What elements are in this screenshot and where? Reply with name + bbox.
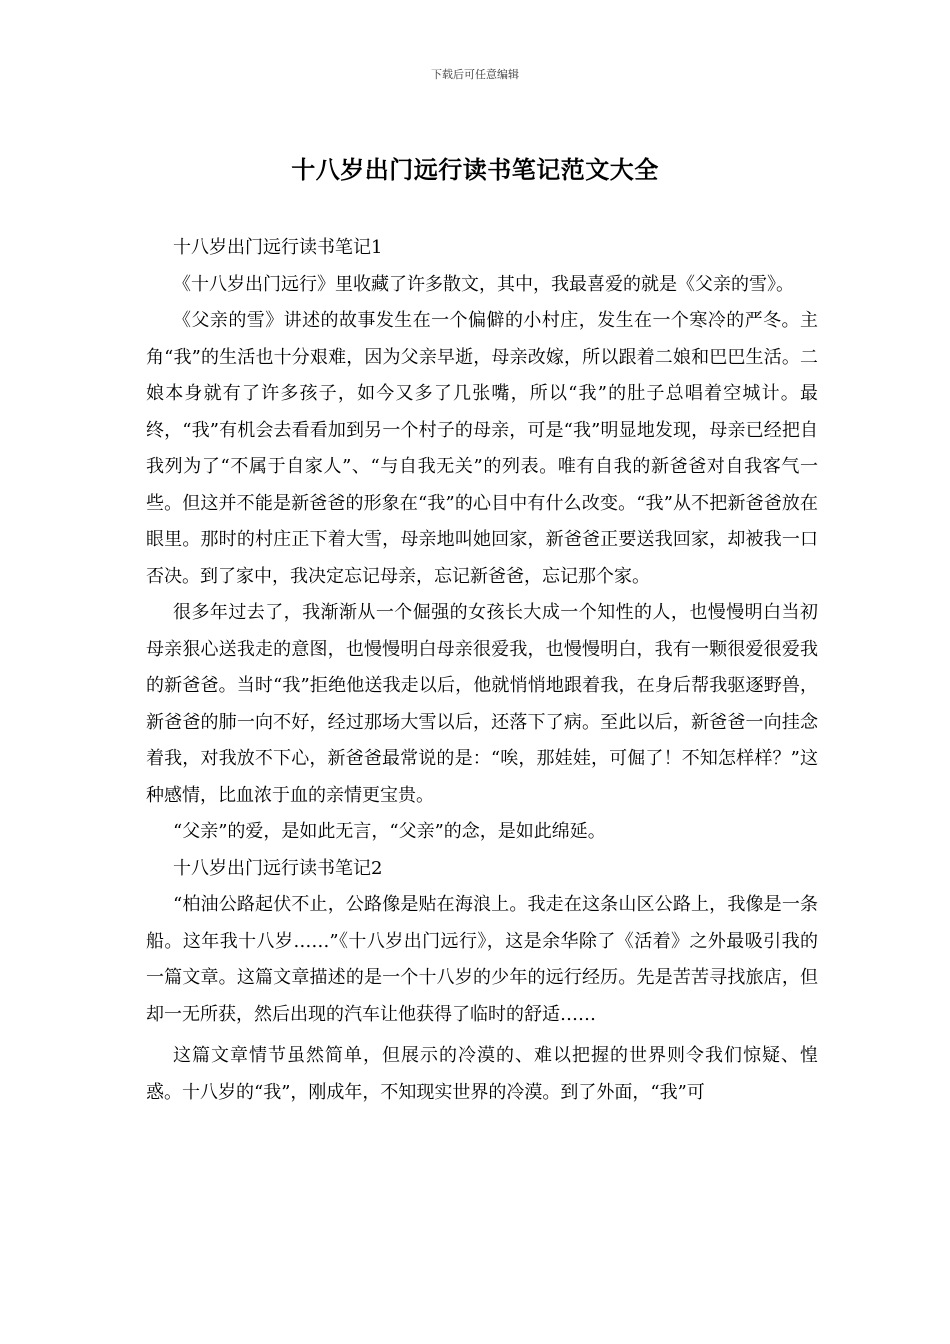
paragraph: “柏油公路起伏不止，公路像是贴在海浪上。我走在这条山区公路上，我像是一条船。这年我十八岁……”《十八岁出门远行》，这是余华除了《活着》之外最吸引我的一篇文章。这篇文章描述的是一个十八岁的少年的远行经历。先是苦苦寻找旅店，但却一无所获，然后出现的汽车让他获得了临时的舒适…… — [146, 894, 818, 1025]
section-heading: 十八岁出门远行读书笔记2 — [173, 857, 383, 879]
paragraph: “父亲”的爱，是如此无言，“父亲”的念，是如此绵延。 — [173, 821, 606, 842]
paragraph: 《十八岁出门远行》里收藏了许多散文，其中，我最喜爱的就是《父亲的雪》。 — [173, 273, 794, 295]
document-title: 十八岁出门远行读书笔记范文大全 — [291, 155, 659, 184]
header-note: 下载后可任意编辑 — [431, 68, 519, 81]
paragraph: 这篇文章情节虽然简单，但展示的冷漠的、难以把握的世界则令我们惊疑、惶惑。十八岁的“我”，刚成年，不知现实世界的冷漠。到了外面，“我”可 — [146, 1045, 818, 1103]
paragraph: 《父亲的雪》讲述的故事发生在一个偏僻的小村庄，发生在一个寒冷的严冬。主角“我”的生活也十分艰难，因为父亲早逝，母亲改嫁，所以跟着二娘和巴巴生活。二娘本身就有了许多孩子，如今又多了几张嘴，所以“我”的肚子总唱着空城计。最终，“我”有机会去看看加到另一个村子的母亲，可是“我”明显地发现，母亲已经把自我列为了“不属于自家人”、“与自我无关”的列表。唯有自我的新爸爸对自我客气一些。但这并不能是新爸爸的形象在“我”的心目中有什么改变。“我”从不把新爸爸放在眼里。那时的村庄正下着大雪，母亲地叫她回家，新爸爸正要送我回家，却被我一口否决。到了家中，我决定忘记母亲，忘记新爸爸，忘记那个家。 — [146, 310, 818, 587]
paragraph: 很多年过去了，我渐渐从一个倔强的女孩长大成一个知性的人，也慢慢明白当初母亲狠心送我走的意图，也慢慢明白母亲很爱我，也慢慢明白，我有一颗很爱很爱我的新爸爸。当时“我”拒绝他送我走以后，他就悄悄地跟着我，在身后帮我驱逐野兽，新爸爸的肺一向不好，经过那场大雪以后，还落下了病。至此以后，新爸爸一向挂念着我，对我放不下心，新爸爸最常说的是：“唉，那娃娃，可倔了！不知怎样样？”这种感情，比血浓于血的亲情更宝贵。 — [146, 602, 818, 806]
document-body — [146, 230, 818, 1111]
section-heading: 十八岁出门远行读书笔记1 — [173, 237, 383, 258]
